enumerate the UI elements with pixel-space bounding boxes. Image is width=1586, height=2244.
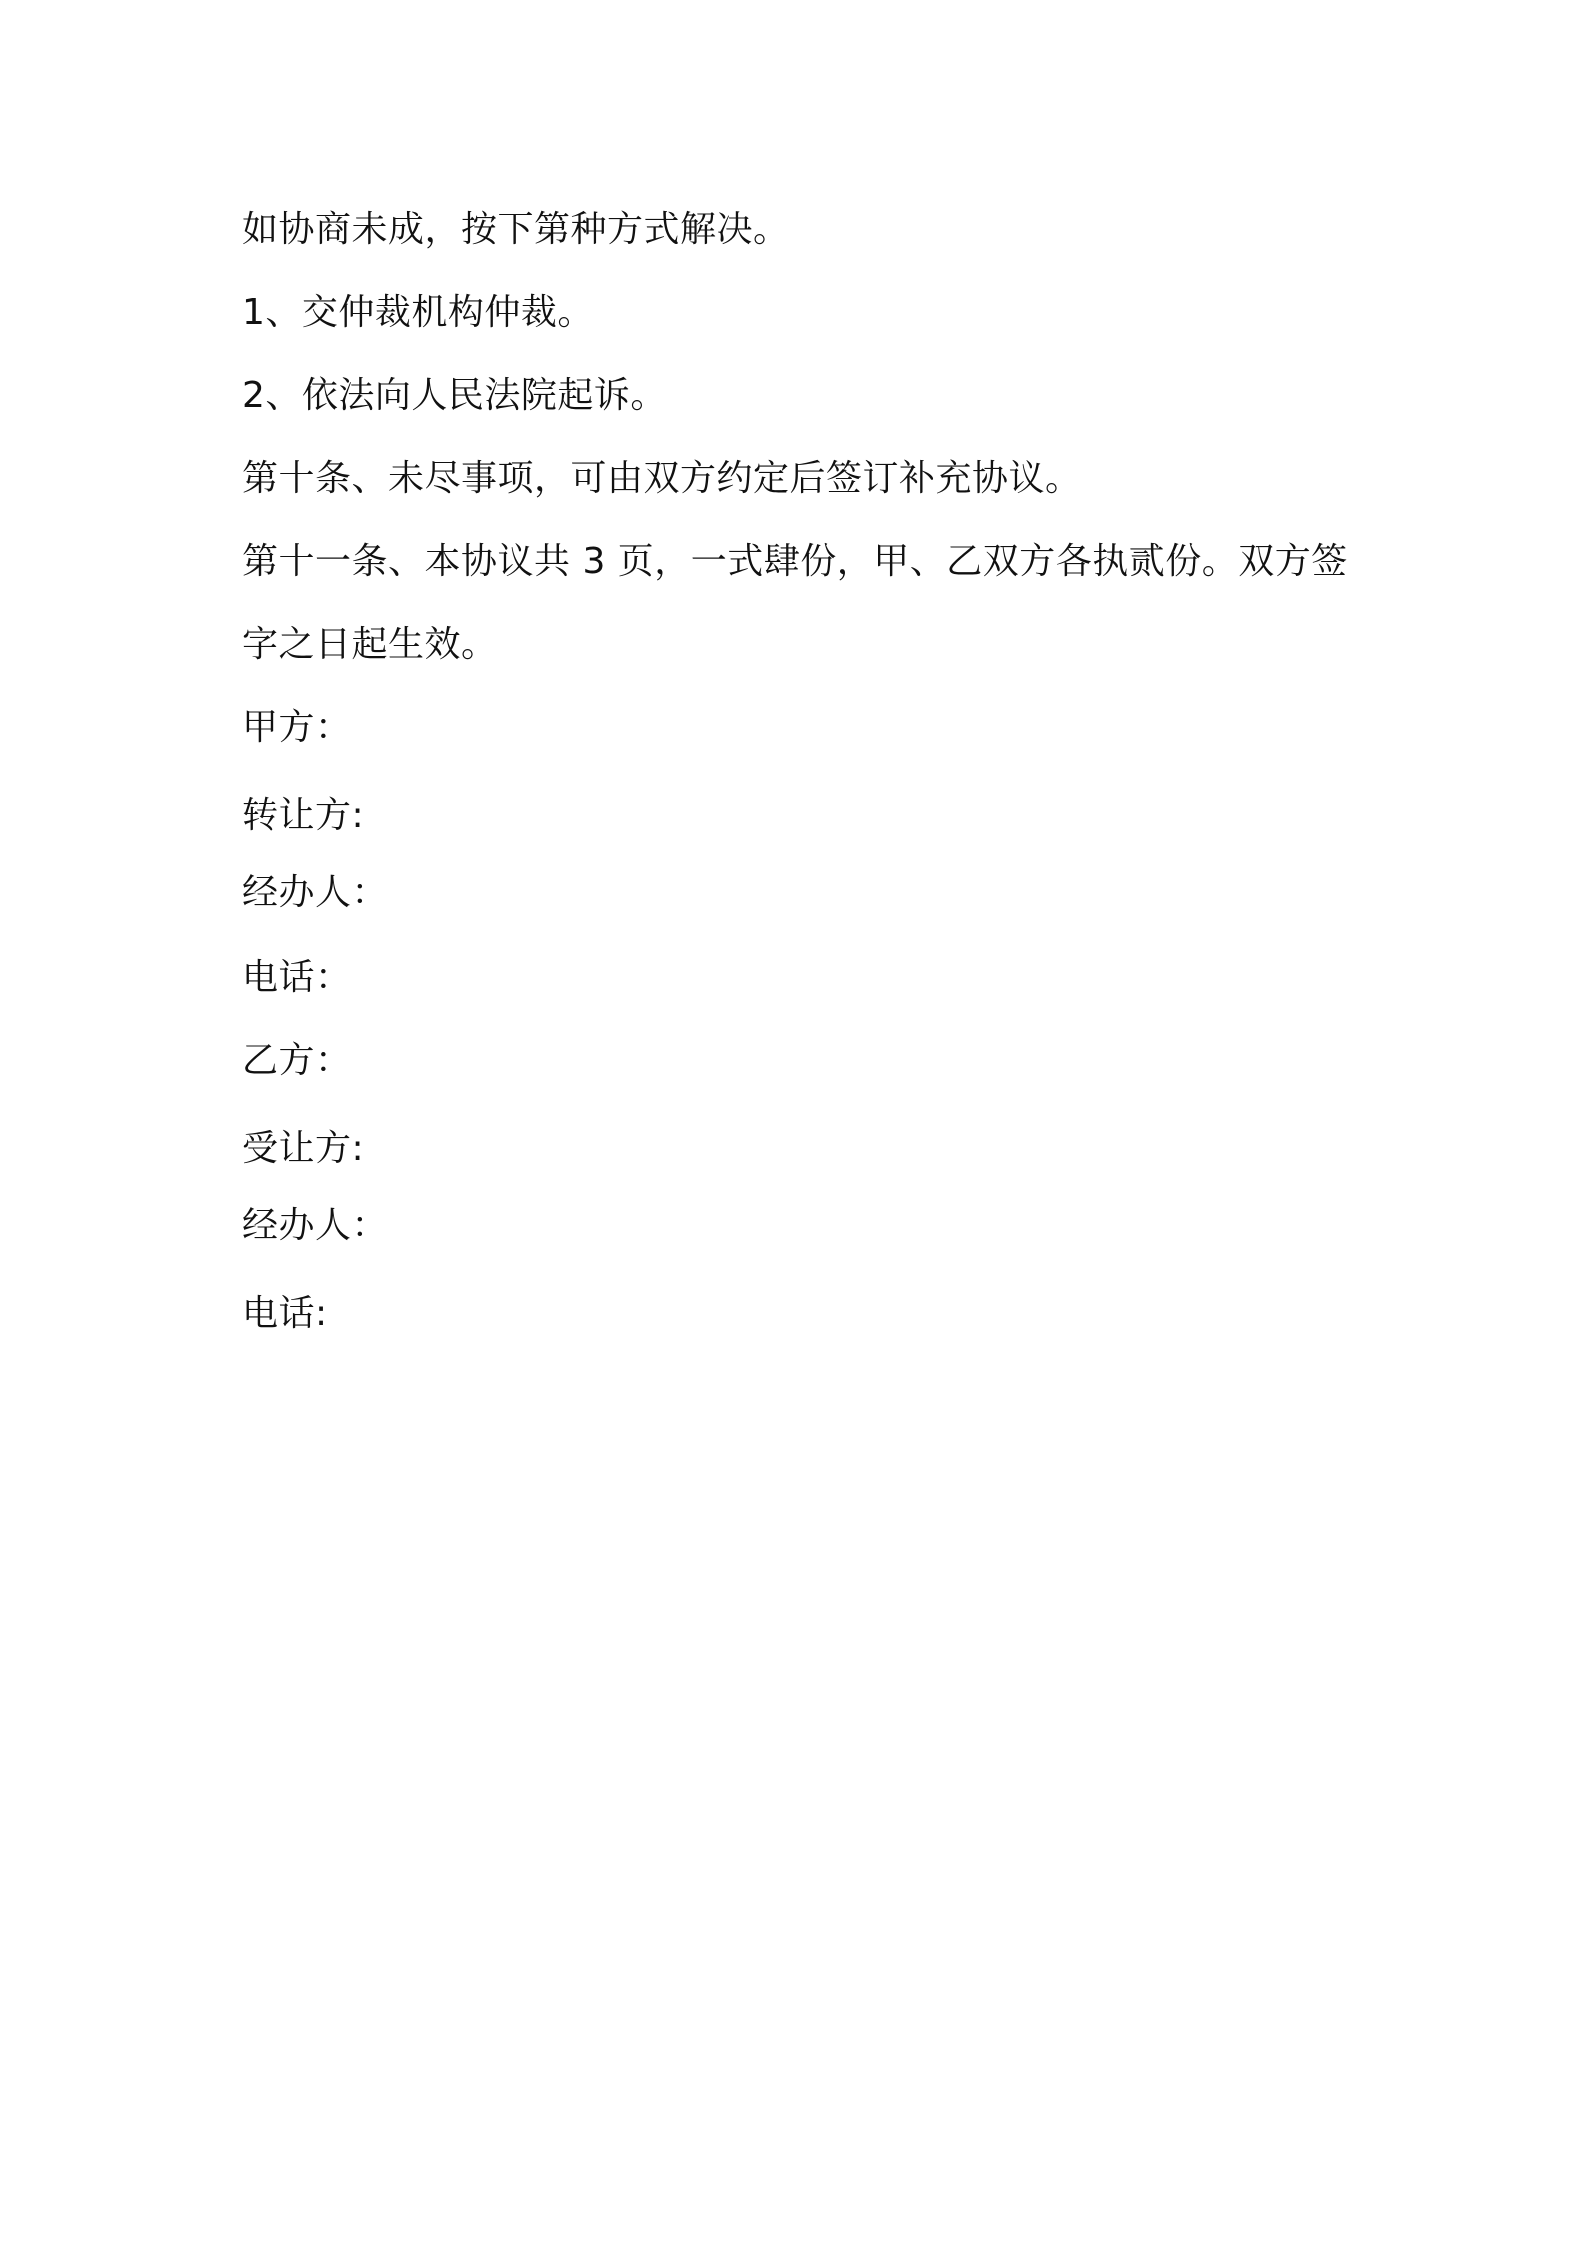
party-b-role: 受让方: <box>242 1128 365 1169</box>
party-b-phone: 电话: <box>242 1293 328 1334</box>
party-b-heading: 乙方： <box>242 1040 352 1081</box>
party-b-agent: 经办人： <box>242 1205 389 1246</box>
party-a-phone: 电话： <box>242 957 352 998</box>
article-eleven-line-2: 字之日起生效。 <box>242 624 498 665</box>
party-a-role: 转让方: <box>242 795 365 836</box>
dispute-resolution-intro: 如协商未成，按下第种方式解决。 <box>242 209 790 250</box>
option-lawsuit: 2、依法向人民法院起诉。 <box>242 375 667 416</box>
party-a-heading: 甲方： <box>242 707 352 748</box>
party-a-agent: 经办人： <box>242 872 389 913</box>
option-arbitration: 1、交仲裁机构仲裁。 <box>242 292 594 333</box>
article-ten: 第十条、未尽事项，可由双方约定后签订补充协议。 <box>242 458 1082 499</box>
article-eleven-line-1: 第十一条、本协议共 3 页，一式肆份，甲、乙双方各执贰份。双方签 <box>242 541 1348 582</box>
